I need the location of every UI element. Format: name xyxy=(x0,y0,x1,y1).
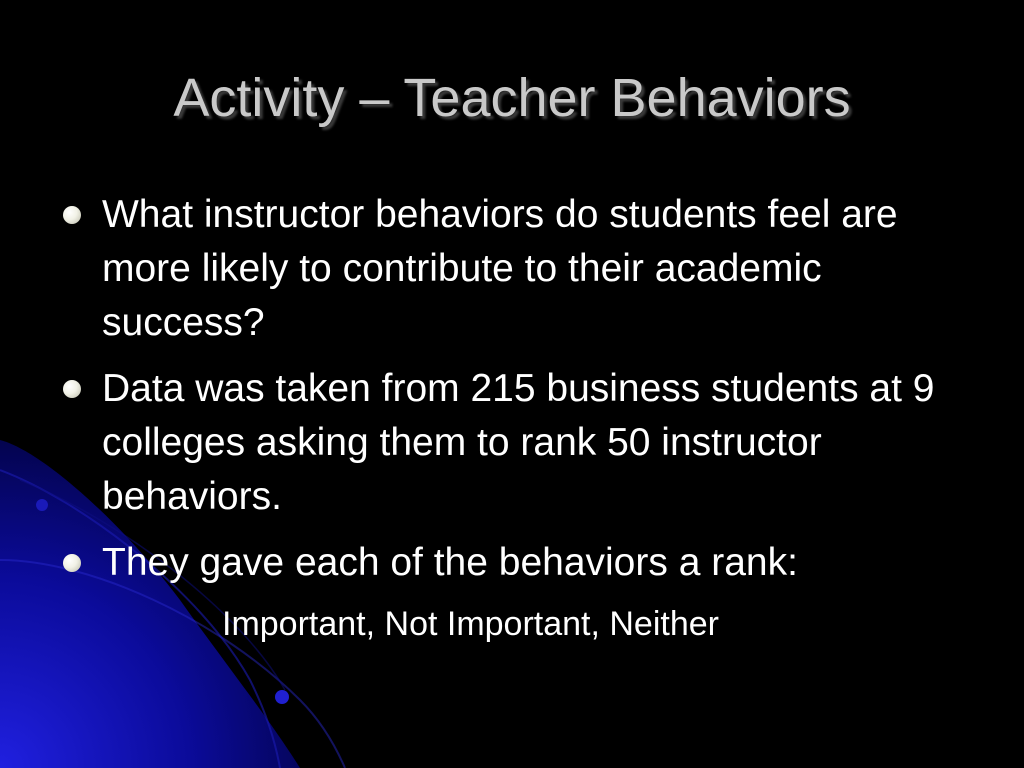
bullet-item xyxy=(63,362,968,524)
bullet-item xyxy=(63,188,968,350)
bullet-dot-icon xyxy=(63,206,81,224)
bullet-item xyxy=(63,536,968,590)
bullet-dot-icon xyxy=(63,380,81,398)
bullet-dot-icon xyxy=(63,554,81,572)
bullet-text: What instructor behaviors do students feel are more likely to contribute to their academic success? xyxy=(102,193,898,344)
rank-options-text: Important, Not Important, Neither xyxy=(222,605,719,643)
slide-title: Activity – Teacher Behaviors xyxy=(173,68,851,128)
bullet-text: They gave each of the behaviors a rank: xyxy=(102,541,798,584)
bullet-text: Data was taken from 215 business students at 9 colleges asking them to rank 50 instructor behaviors. xyxy=(102,367,935,518)
